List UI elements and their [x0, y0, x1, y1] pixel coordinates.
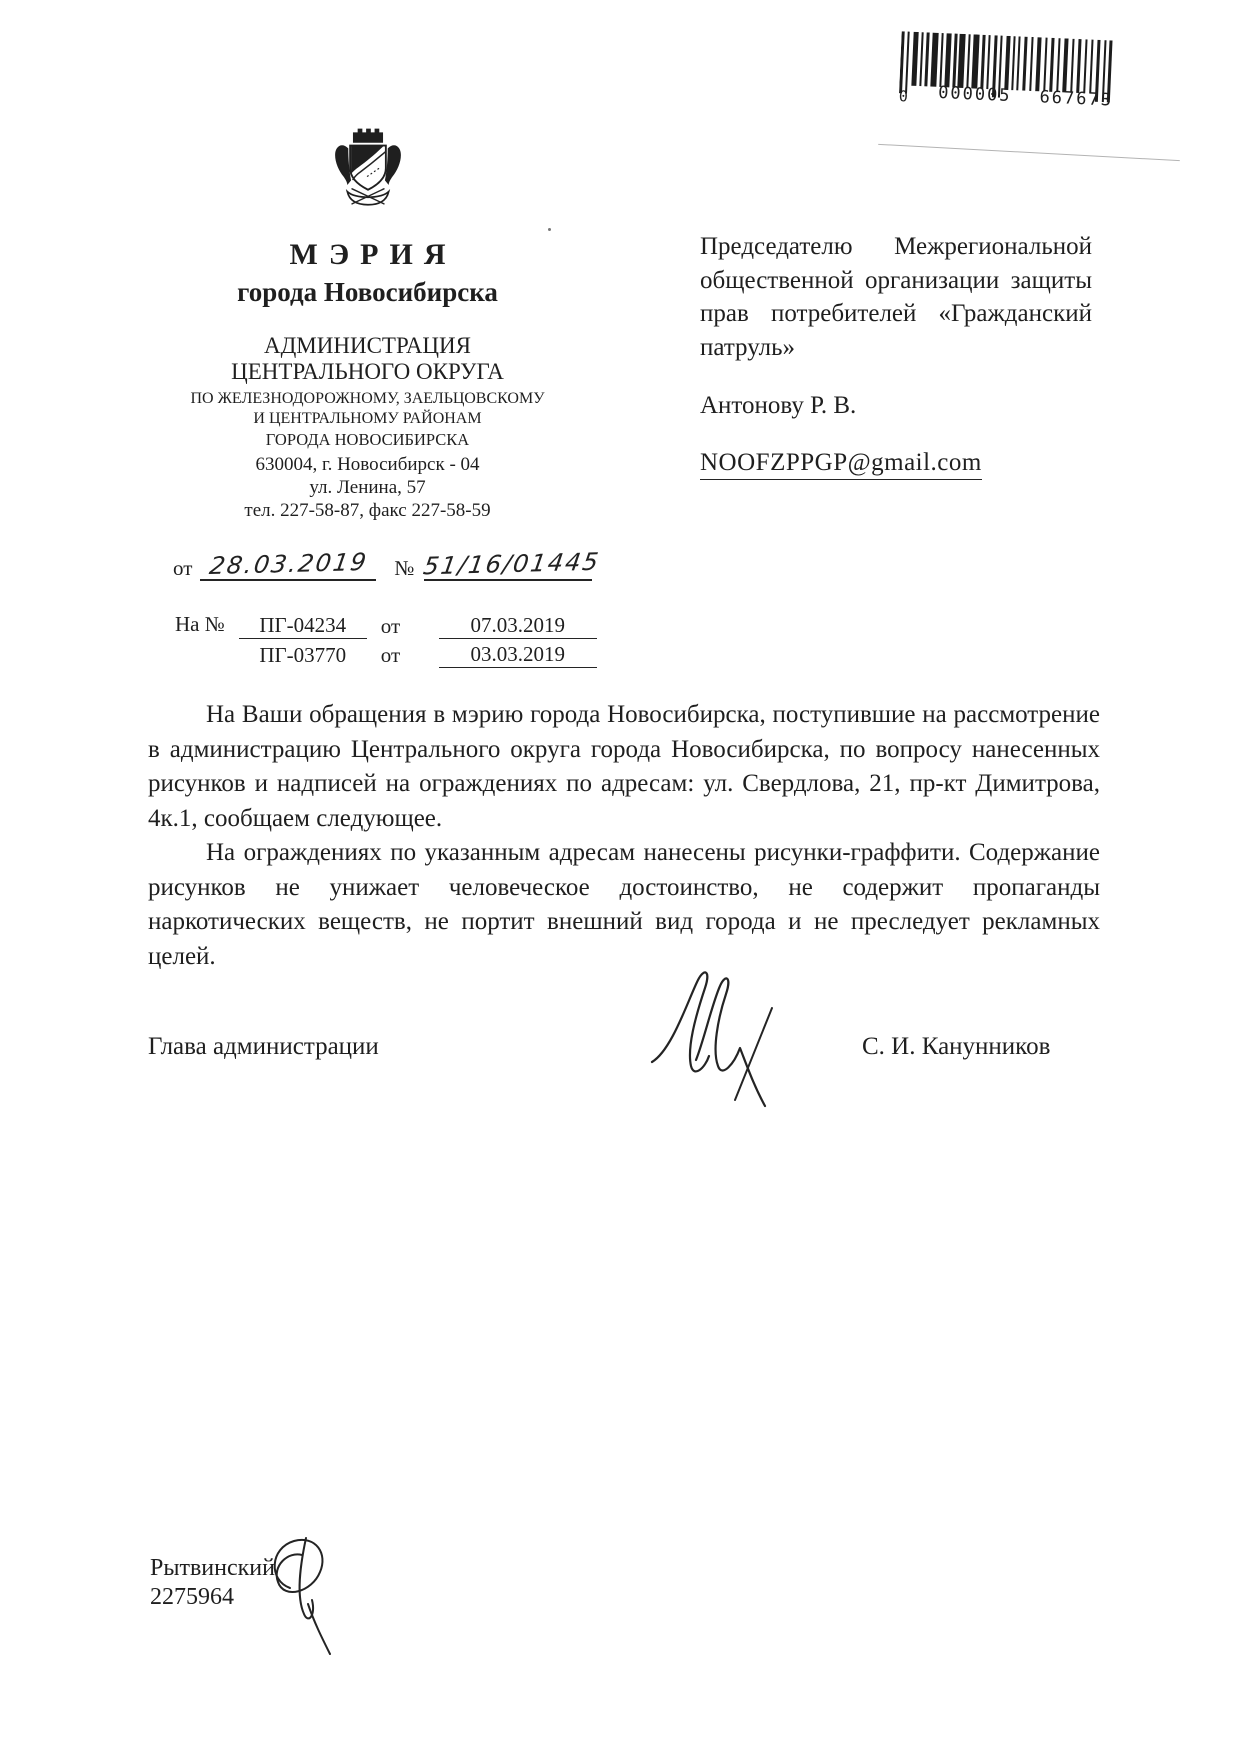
- incoming-number: ПГ-04234: [239, 613, 367, 639]
- incoming-label: На №: [175, 612, 225, 636]
- signer-name: С. И. Канунников: [862, 1033, 1051, 1060]
- executor-phone: 2275964: [150, 1584, 234, 1610]
- barcode-prefix-digit: 0: [898, 87, 911, 106]
- body-paragraph-2: На ограждениях по указанным адресам нанесены рисунки-граффити. Содержание рисунков не унижает человеческое достоинство, не содержит пропаганды наркотических веществ, не портит внешний вид города и не преследует рекламных целей.: [148, 839, 1100, 970]
- barcode: [898, 31, 1121, 115]
- districts-line2: И ЦЕНТРАЛЬНОМУ РАЙОНАМ: [253, 410, 482, 427]
- signer-title: Глава администрации: [148, 1033, 379, 1060]
- handwritten-number: 51/16/01445: [421, 547, 603, 581]
- incoming-rows: [239, 610, 597, 668]
- recipient-organization: Председателю Межрегиональной общественной организации защиты прав потребителей «Гражданский патруль»: [700, 233, 1092, 361]
- incoming-date: 03.03.2019: [439, 642, 597, 668]
- recipient-email: NOOFZPPGP@gmail.com: [700, 449, 982, 480]
- districts-line3: ГОРОДА НОВОСИБИРСКА: [265, 430, 470, 449]
- outgoing-date-blank: [200, 547, 376, 581]
- executor-visa-icon: [252, 1526, 342, 1656]
- executor-name: Рытвинский: [150, 1555, 275, 1581]
- letter-body: [148, 698, 1100, 974]
- outgoing-number-label: №: [394, 556, 415, 580]
- admin-line2: ЦЕНТРАЛЬНОГО ОКРУГА: [231, 359, 504, 384]
- outgoing-number-blank: [421, 547, 603, 581]
- org-name-line1: МЭРИЯ: [289, 238, 457, 271]
- org-name-line2: города Новосибирска: [237, 277, 498, 307]
- scan-artifact-line: [878, 144, 1180, 161]
- handwritten-date: 28.03.2019: [207, 547, 370, 581]
- outgoing-date-label: от: [173, 556, 193, 580]
- admin-line1: АДМИНИСТРАЦИЯ: [264, 333, 471, 358]
- incoming-row: [239, 639, 597, 668]
- body-paragraph-1: На Ваши обращения в мэрию города Новосибирска, поступившие на рассмотрение в администрацию Центрального округа города Новосибирска, по вопросу нанесенных рисунков и надписей на ограждениях по адресам: ул. Свердлова, 21, пр-кт Димитрова, 4к.1, сообщаем следующее.: [148, 701, 1100, 832]
- signature-icon: [638, 958, 808, 1108]
- barcode-group-2: 667673: [1039, 87, 1114, 111]
- incoming-reference-block: [175, 610, 597, 668]
- incoming-number: ПГ-03770: [259, 643, 347, 667]
- coat-of-arms-icon: [321, 120, 415, 220]
- recipient-person: Антонову Р. В.: [700, 392, 857, 419]
- incoming-date: 07.03.2019: [439, 613, 597, 639]
- incoming-date-label: от: [380, 614, 401, 638]
- recipient-block: [700, 230, 1092, 480]
- incoming-row: [239, 610, 597, 639]
- districts-line1: ПО ЖЕЛЕЗНОДОРОЖНОМУ, ЗАЕЛЬЦОВСКОМУ: [190, 390, 545, 407]
- postal-address: 630004, г. Новосибирск - 04: [255, 453, 480, 475]
- letterhead: [115, 120, 620, 520]
- outgoing-reference-row: [173, 547, 603, 581]
- phone-fax-line: тел. 227-58-87, факс 227-58-59: [244, 499, 491, 521]
- incoming-date-label: от: [380, 643, 401, 667]
- barcode-group-1: 000005: [937, 82, 1012, 107]
- street-address: ул. Ленина, 57: [309, 476, 426, 498]
